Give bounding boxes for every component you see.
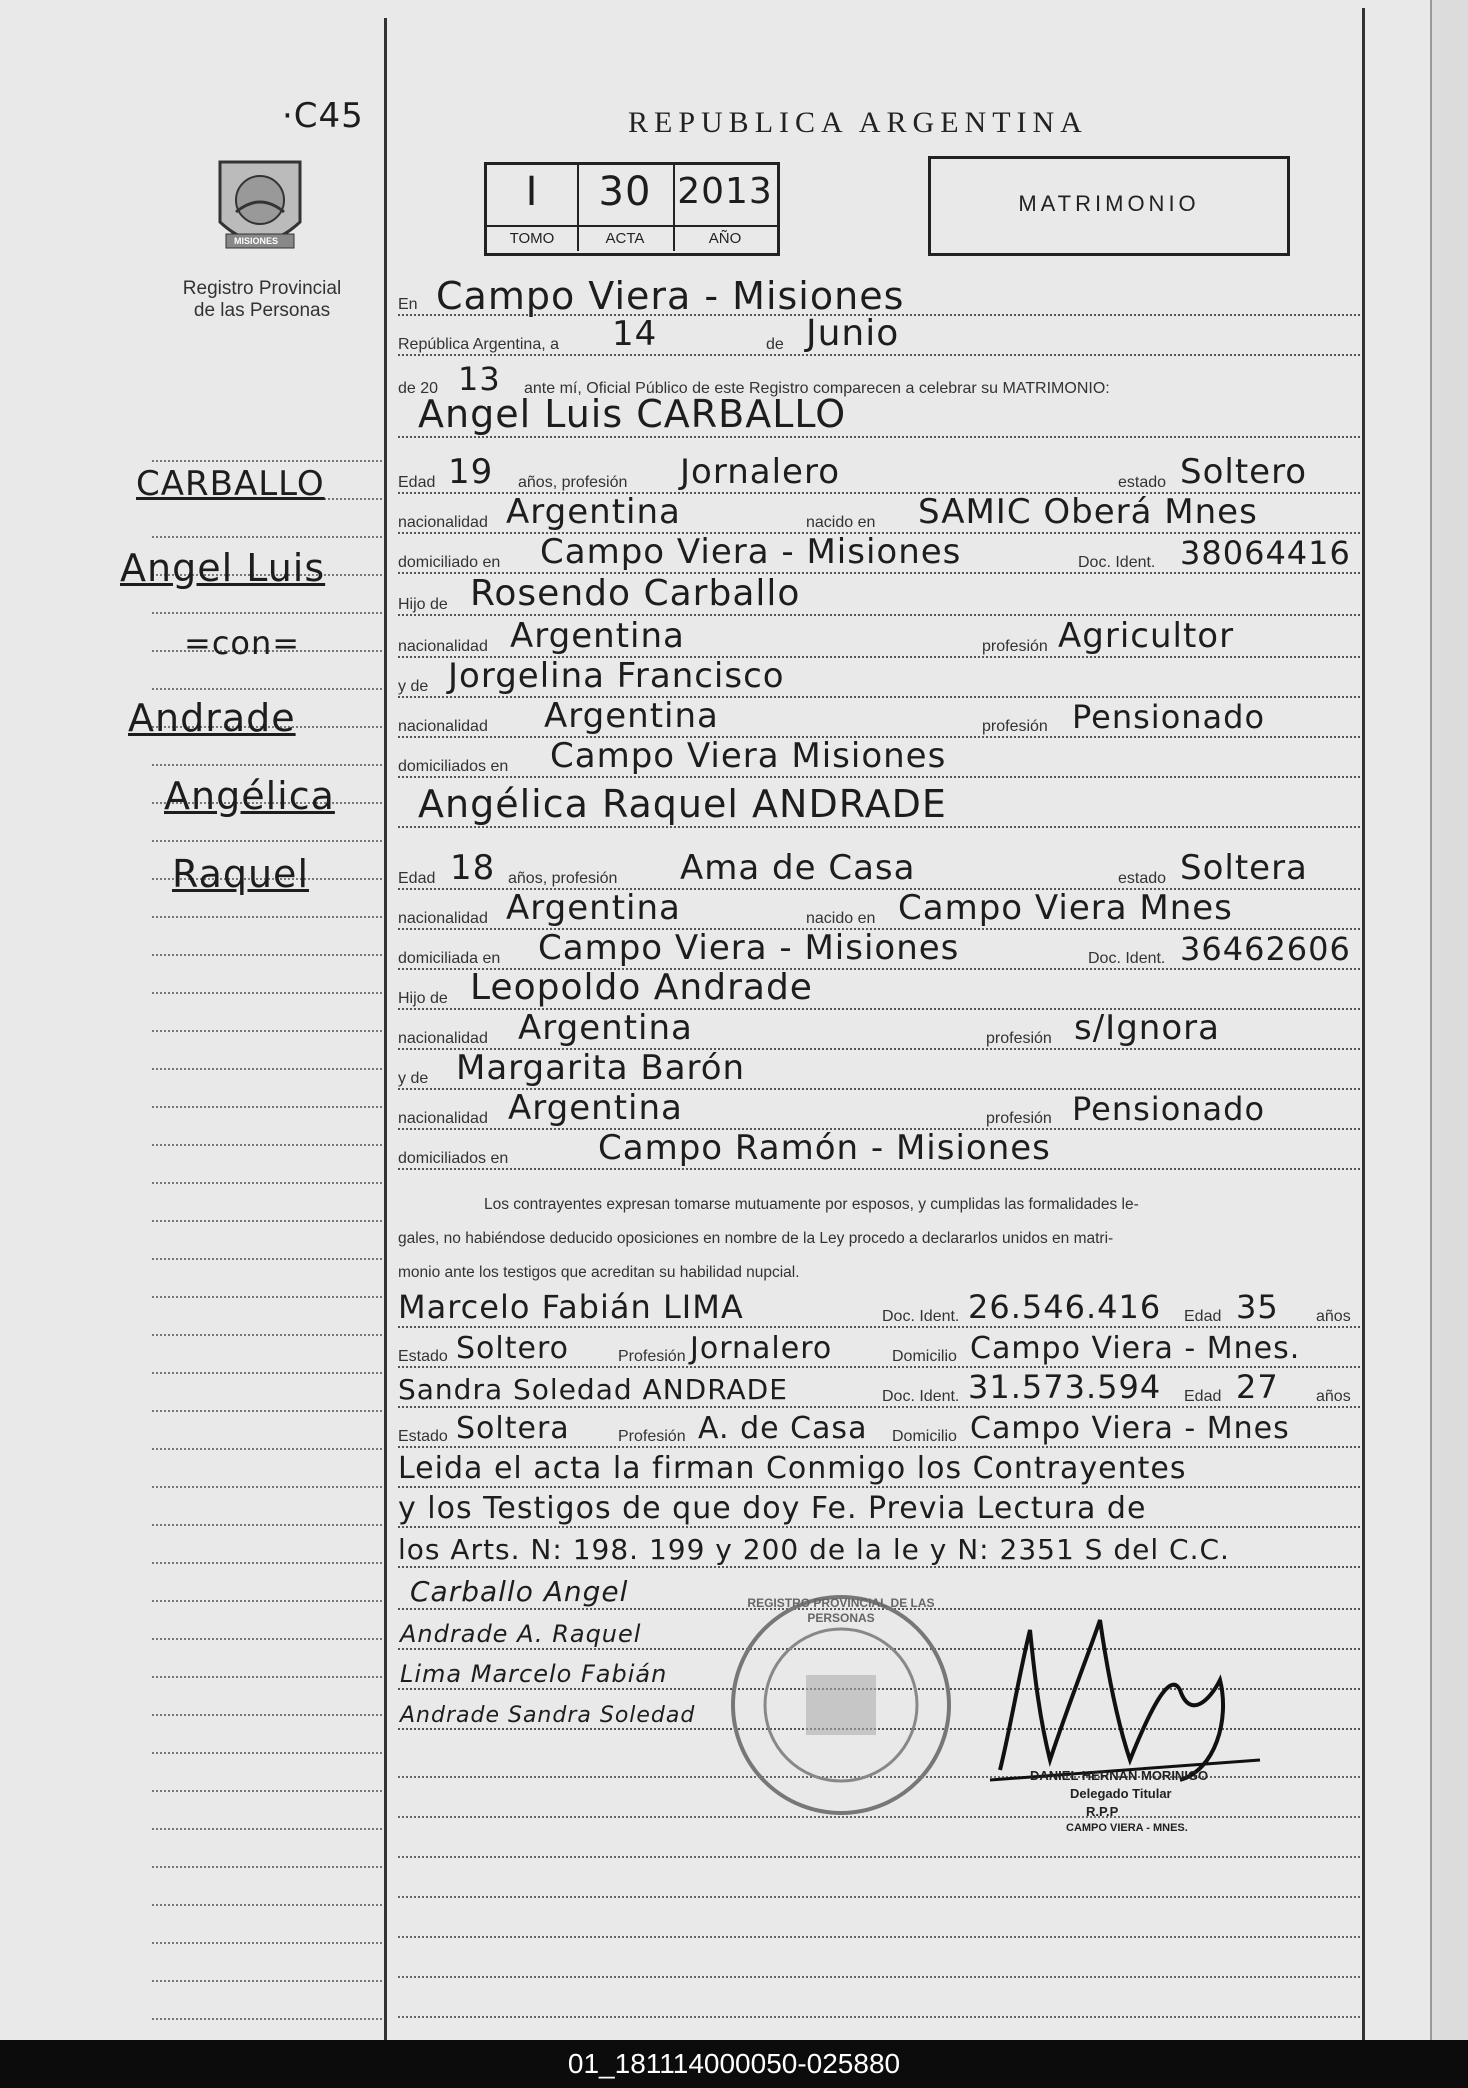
body-rule	[398, 1856, 1360, 1858]
spouse1-nationality: Argentina	[506, 492, 681, 532]
closing-line1: Leida el acta la firman Conmigo los Contrayentes	[398, 1451, 1187, 1486]
official-name: DANIEL HERNAN MORINIGO	[1030, 1768, 1209, 1783]
label-profesion-cap: Profesión	[618, 1428, 686, 1445]
margin-rule	[152, 1676, 382, 1678]
label-doc-ident: Doc. Ident.	[1078, 554, 1156, 571]
row-witness1-name	[398, 1290, 1360, 1334]
label-estado-cap: Estado	[398, 1348, 448, 1365]
spouse1-birthplace: SAMIC Oberá Mnes	[918, 492, 1258, 532]
record-year: 13	[458, 360, 501, 398]
spouse2-status: Soltera	[1180, 848, 1308, 888]
record-number-box	[484, 162, 780, 256]
margin-divider	[384, 18, 387, 2040]
record-day: 14	[612, 314, 658, 354]
closing-line2: y los Testigos de que doy Fe. Previa Lectura de	[398, 1491, 1147, 1526]
registry-line2: de las Personas	[193, 300, 331, 321]
official-signature	[980, 1610, 1280, 1790]
spouse2-doc: 36462606	[1180, 930, 1351, 968]
witness2-profession: A. de Casa	[698, 1411, 868, 1446]
margin-rule	[152, 688, 382, 690]
margin-rule	[152, 1562, 382, 1564]
spouse2-father-nationality: Argentina	[518, 1008, 693, 1048]
ano-cell	[673, 165, 777, 251]
label-domiciliada-en: domiciliada en	[398, 950, 501, 967]
margin-name2a: Angélica	[164, 774, 335, 818]
margin-rule	[152, 1030, 382, 1032]
official-title: Delegado Titular	[1070, 1786, 1172, 1801]
ano-value: 2013	[677, 171, 773, 212]
margin-rule	[152, 954, 382, 956]
spouse2-domicile: Campo Viera - Misiones	[538, 928, 960, 968]
spouse1-age: 19	[448, 452, 494, 492]
margin-rule	[152, 1600, 382, 1602]
witness1-name: Marcelo Fabián LIMA	[398, 1288, 744, 1326]
margin-surname1: CARBALLO	[136, 464, 325, 504]
page-edge	[1430, 0, 1468, 2040]
label-ante-mi: ante mí, Oficial Público de este Registro comparecen a celebrar su MATRIMONIO:	[524, 380, 1110, 397]
spouse2-birthplace: Campo Viera Mnes	[898, 888, 1233, 928]
label-nacido-en: nacido en	[806, 910, 876, 927]
margin-rule	[152, 1372, 382, 1374]
registry-stamp	[726, 1590, 956, 1820]
label-en: En	[398, 296, 418, 313]
label-edad: Edad	[1184, 1388, 1222, 1405]
label-anos: años	[1316, 1388, 1351, 1405]
official-org: R.P.P	[1086, 1804, 1119, 1819]
row-witness2-name	[398, 1370, 1360, 1414]
tomo-label: TOMO	[487, 225, 577, 247]
margin-rule	[152, 1866, 382, 1868]
witness1-domicile: Campo Viera - Mnes.	[970, 1331, 1301, 1366]
witness1-profession: Jornalero	[690, 1331, 833, 1366]
label-edad: Edad	[398, 870, 436, 887]
label-doc-ident: Doc. Ident.	[882, 1388, 960, 1405]
registry-name	[162, 278, 362, 322]
margin-rule	[152, 1790, 382, 1792]
margin-surname2: Andrade	[128, 696, 296, 740]
spouse1-mother-profession: Pensionado	[1072, 698, 1266, 736]
declaration-line3: monio ante los testigos que acreditan su habilidad nupcial.	[398, 1264, 800, 1281]
spouse1-father-profession: Agricultor	[1058, 616, 1235, 656]
label-domiciliados-en: domiciliados en	[398, 758, 509, 775]
acta-cell	[577, 165, 675, 251]
spouse2-full-name: Angélica Raquel ANDRADE	[418, 782, 947, 826]
registry-line1: Registro Provincial	[182, 278, 342, 299]
row-spouse1-name	[398, 392, 1360, 444]
label-profesion-cap: Profesión	[618, 1348, 686, 1365]
spouse1-parents-domicile: Campo Viera Misiones	[550, 736, 947, 776]
label-nacionalidad: nacionalidad	[398, 1030, 488, 1047]
witness2-doc: 31.573.594	[968, 1368, 1162, 1406]
margin-name1: Angel Luis	[120, 546, 326, 590]
body-rule	[398, 1936, 1360, 1938]
label-profesion: profesión	[986, 1110, 1052, 1127]
label-estado: estado	[1118, 870, 1167, 887]
label-y-de: y de	[398, 1070, 429, 1087]
label-edad: Edad	[398, 474, 436, 491]
label-domiciliados-en: domiciliados en	[398, 1150, 509, 1167]
margin-name2b: Raquel	[172, 852, 309, 896]
label-y-de: y de	[398, 678, 429, 695]
witness1-status: Soltero	[456, 1331, 569, 1366]
margin-rule	[152, 1296, 382, 1298]
margin-rule	[152, 1828, 382, 1830]
declaration	[398, 1188, 1360, 1290]
spouse1-full-name: Angel Luis CARBALLO	[418, 392, 847, 436]
margin-rule	[152, 2018, 382, 2020]
body-rule	[398, 1976, 1360, 1978]
label-profesion: profesión	[982, 718, 1048, 735]
official-place: CAMPO VIERA - MNES.	[1066, 1822, 1188, 1834]
margin-rule	[152, 1904, 382, 1906]
label-nacionalidad: nacionalidad	[398, 718, 488, 735]
margin-rule	[152, 1638, 382, 1640]
body-rule	[398, 2016, 1360, 2018]
label-nacionalidad: nacionalidad	[398, 910, 488, 927]
margin-rule	[152, 840, 382, 842]
margin-rule	[152, 536, 382, 538]
row-witness2-details	[398, 1410, 1360, 1454]
row-date	[398, 313, 1360, 362]
spouse2-mother-nationality: Argentina	[508, 1088, 683, 1128]
spouse1-status: Soltero	[1180, 452, 1308, 492]
label-domiciliado-en: domiciliado en	[398, 554, 501, 571]
label-profesion: profesión	[982, 638, 1048, 655]
label-hijo-de: Hijo de	[398, 990, 448, 1007]
margin-rule	[152, 1182, 382, 1184]
acta-value: 30	[598, 169, 652, 215]
tomo-cell	[487, 165, 579, 251]
label-republica: República Argentina, a	[398, 336, 559, 353]
label-doc-ident: Doc. Ident.	[1088, 950, 1166, 967]
label-estado-cap: Estado	[398, 1428, 448, 1445]
row-spouse2-name	[398, 782, 1360, 834]
label-doc-ident: Doc. Ident.	[882, 1308, 960, 1325]
signature3: Lima Marcelo Fabián	[400, 1660, 668, 1688]
image-id-bar: 01_181114000050-025880	[0, 2040, 1468, 2088]
signature2: Andrade A. Raquel	[400, 1620, 642, 1648]
stamp-text: REGISTRO PROVINCIAL DE LAS PERSONAS	[747, 1596, 935, 1625]
country-title: REPUBLICA ARGENTINA	[628, 106, 1088, 139]
margin-rule	[152, 992, 382, 994]
margin-rule	[152, 1980, 382, 1982]
label-nacionalidad: nacionalidad	[398, 1110, 488, 1127]
margin-rule	[152, 1714, 382, 1716]
spouse1-doc: 38064416	[1180, 534, 1351, 572]
seal-label: MISIONES	[234, 236, 279, 246]
row-spouse1-parents-dom	[398, 736, 1360, 784]
margin-rule	[152, 1486, 382, 1488]
closing-line3: los Arts. N: 198. 199 y 200 de la le y N: 2351 S del C.C.	[398, 1533, 1230, 1566]
margin-rule	[152, 916, 382, 918]
spouse2-age: 18	[450, 848, 496, 888]
label-domicilio: Domicilio	[892, 1428, 957, 1445]
spouse2-father: Leopoldo Andrade	[470, 967, 813, 1008]
witness2-status: Soltera	[456, 1411, 570, 1446]
witness2-domicile: Campo Viera - Mnes	[970, 1411, 1290, 1446]
margin-rule	[152, 1448, 382, 1450]
label-de20: de 20	[398, 380, 439, 397]
spouse1-father-nationality: Argentina	[510, 616, 685, 656]
label-anos-profesion: años, profesión	[508, 870, 618, 887]
label-estado: estado	[1118, 474, 1167, 491]
label-domicilio: Domicilio	[892, 1348, 957, 1365]
margin-rule	[152, 1410, 382, 1412]
label-hijo-de: Hijo de	[398, 596, 448, 613]
margin-rule	[152, 1144, 382, 1146]
record-month: Junio	[806, 313, 900, 354]
ano-label: AÑO	[673, 225, 777, 247]
label-anos-profesion: años, profesión	[518, 474, 628, 491]
signature1: Carballo Angel	[410, 1575, 629, 1608]
row-closing3	[398, 1530, 1360, 1574]
margin-rule	[152, 1258, 382, 1260]
label-edad: Edad	[1184, 1308, 1222, 1325]
margin-rule	[152, 1220, 382, 1222]
spouse2-nationality: Argentina	[506, 888, 681, 928]
tomo-value: I	[525, 169, 539, 215]
margin-rule	[152, 1524, 382, 1526]
spouse2-parents-domicile: Campo Ramón - Misiones	[598, 1128, 1051, 1168]
spouse1-domicile: Campo Viera - Misiones	[540, 532, 962, 572]
spouse1-mother: Jorgelina Francisco	[448, 656, 785, 696]
label-nacido-en: nacido en	[806, 514, 876, 531]
record-type: MATRIMONIO	[1018, 191, 1200, 216]
declaration-line1: Los contrayentes expresan tomarse mutuamente por esposos, y cumplidas las formalidades le-	[484, 1196, 1139, 1213]
spouse2-father-profession: s/Ignora	[1074, 1008, 1220, 1048]
margin-rule	[152, 1942, 382, 1944]
row-witness1-details	[398, 1330, 1360, 1374]
margin-rule	[152, 764, 382, 766]
spouse2-mother-profession: Pensionado	[1072, 1090, 1266, 1128]
spouse1-father: Rosendo Carballo	[470, 573, 801, 614]
spouse1-profession: Jornalero	[680, 452, 840, 492]
margin-rule	[152, 612, 382, 614]
margin-rule	[152, 1752, 382, 1754]
label-de: de	[766, 336, 784, 353]
row-spouse2-parents-dom	[398, 1128, 1360, 1176]
acta-label: ACTA	[577, 225, 673, 247]
witness1-age: 35	[1236, 1288, 1279, 1326]
right-border	[1362, 8, 1365, 2040]
signature4: Andrade Sandra Soledad	[400, 1703, 696, 1728]
witness1-doc: 26.546.416	[968, 1288, 1162, 1326]
folio-number: ·C45	[282, 96, 364, 136]
record-place: Campo Viera - Misiones	[436, 274, 905, 318]
witness2-age: 27	[1236, 1368, 1279, 1406]
margin-rule	[152, 1106, 382, 1108]
margin-rule	[152, 1068, 382, 1070]
provincial-seal	[212, 152, 308, 262]
margin-rule	[152, 460, 382, 462]
margin-rule	[152, 1334, 382, 1336]
margin-connector: =con=	[184, 624, 301, 662]
row-closing2	[398, 1490, 1360, 1534]
body-rule	[398, 1896, 1360, 1898]
record-type-box	[928, 156, 1290, 256]
spouse1-mother-nationality: Argentina	[544, 696, 719, 736]
row-closing1	[398, 1450, 1360, 1494]
spouse2-mother: Margarita Barón	[456, 1048, 746, 1088]
declaration-line2: gales, no habiéndose deducido oposiciones en nombre de la Ley procedo a declararlos unidos en matri-	[398, 1230, 1114, 1247]
label-anos: años	[1316, 1308, 1351, 1325]
witness2-name: Sandra Soledad ANDRADE	[398, 1373, 788, 1406]
label-nacionalidad: nacionalidad	[398, 638, 488, 655]
spouse2-profession: Ama de Casa	[680, 848, 916, 888]
label-nacionalidad: nacionalidad	[398, 514, 488, 531]
label-profesion: profesión	[986, 1030, 1052, 1047]
